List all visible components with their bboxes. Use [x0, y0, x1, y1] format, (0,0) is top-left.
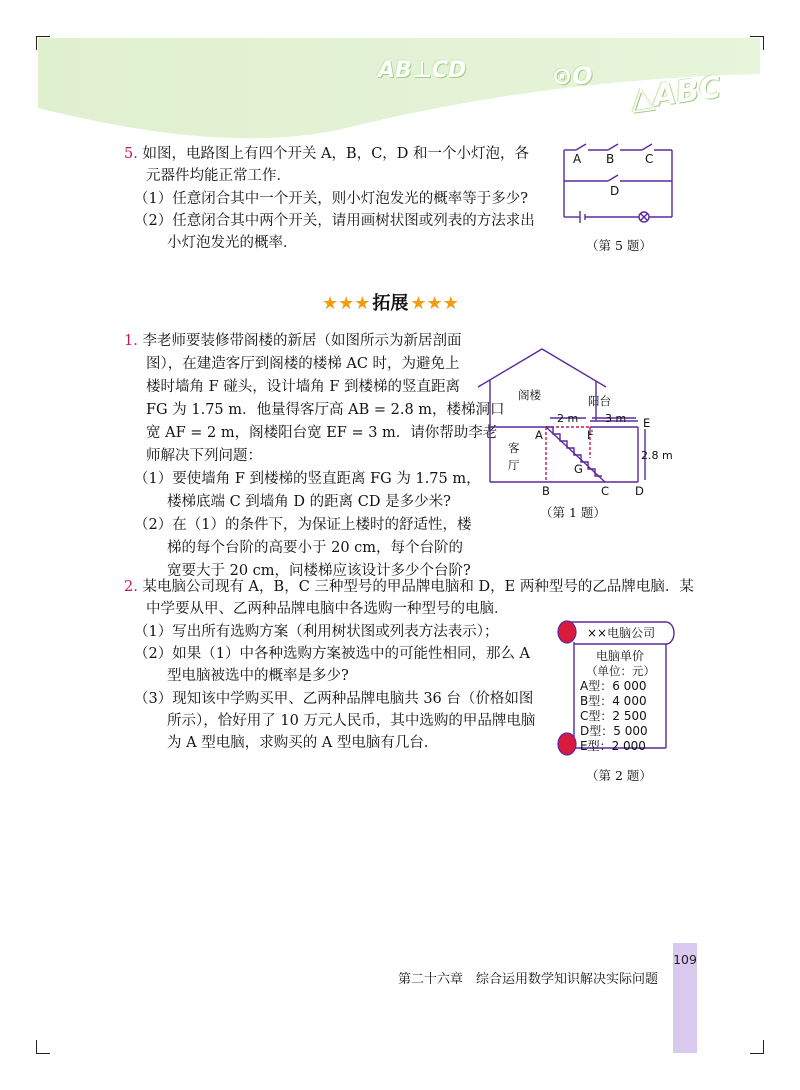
label-attic: 阁楼 [518, 388, 541, 402]
scroll-bottom-cap [558, 733, 576, 755]
label-c: C [645, 152, 654, 166]
problem5-q1: （1）任意闭合其中一个开关，则小灯泡发光的概率等于多少? [134, 191, 528, 207]
stars-left-icon: ★★★ [322, 293, 371, 314]
roof [478, 349, 606, 387]
problem5-text1: 如图，电路图上有四个开关 A，B，C，D 和一个小灯泡，各 [142, 146, 530, 162]
ext1-q2a: （2）在（1）的条件下，为保证上楼时的舒适性，楼 [134, 517, 472, 533]
page-number: 109 [673, 952, 697, 967]
ext1-q1b: 楼梯底端 C 到墙角 D 的距离 CD 是多少米? [167, 494, 451, 510]
ext1-caption: （第 1 题） [540, 505, 606, 520]
ext2-q3b: 所示），恰好用了 10 万元人民币，其中选购的甲品牌电脑 [167, 713, 536, 729]
ext1-q1a: （1）要使墙角 F 到楼梯的竖直距离 FG 为 1.75 m， [134, 471, 481, 487]
ext2-q1: （1）写出所有选购方案（利用树状图或列表方法表示）； [134, 624, 499, 640]
ext2-line1 [124, 576, 694, 598]
ext2-q2a: （2）如果（1）中各种选购方案被选中的可能性相同，那么 A [134, 646, 531, 662]
label-g: G [574, 462, 583, 476]
ext2-q2b: 型电脑被选中的概率是多少? [167, 668, 349, 684]
label-dim-af: 2 m [557, 412, 579, 425]
label-a: A [573, 152, 582, 166]
switch-b [608, 144, 618, 150]
ext1-number: 1. [124, 333, 138, 349]
extension-title-text: 拓展 [372, 293, 409, 314]
switch-d [608, 175, 618, 181]
ext1-line5: 宽 AF = 2 m，阁楼阳台宽 EF = 3 m．请你帮助李老 [146, 425, 498, 441]
label-b: B [542, 484, 550, 498]
ext1-line1 [124, 330, 461, 352]
ext1-line3: 楼时墙角 F 碰头，设计墙角 F 到楼梯的竖直距离 [146, 379, 461, 395]
ext2-text1: 某电脑公司现有 A，B，C 三种型号的甲品牌电脑和 D，E 两种型号的乙品牌电脑．某 [142, 579, 694, 595]
price-title: 电脑单价 [596, 649, 645, 663]
ext2-caption: （第 2 题） [586, 768, 652, 783]
ext1-text1: 李老师要装修带阁楼的新居（如图所示为新居剖面 [142, 333, 462, 349]
ext2-q3a: （3）现知该中学购买甲、乙两种品牌电脑共 36 台（价格如图 [134, 691, 534, 707]
header-deco-circle: ⊙O [552, 62, 593, 90]
problem5-caption: （第 5 题） [586, 238, 652, 253]
ext2-number: 2. [124, 579, 138, 595]
problem5-line1 [124, 143, 529, 165]
ext2-line2: 中学要从甲、乙两种品牌电脑中各选购一种型号的电脑． [146, 601, 509, 617]
extension-title [322, 289, 459, 315]
crop-mark-bottom-left [36, 1040, 50, 1054]
label-living-2: 厅 [508, 458, 520, 472]
switch-a [576, 144, 586, 150]
label-living-1: 客 [508, 441, 520, 455]
ext1-q2b: 梯的每个台阶的高要小于 20 cm，每个台阶的 [167, 540, 464, 556]
price-a: A型：6 000 [580, 679, 647, 693]
ext1-line6: 师解决下列问题： [146, 448, 262, 464]
label-b: B [606, 152, 615, 166]
price-e: E型：2 000 [580, 739, 646, 753]
price-b: B型：4 000 [580, 694, 647, 708]
label-dim-ef: 3 m [605, 412, 627, 425]
problem5-line2: 元器件均能正常工作． [146, 168, 291, 184]
price-d: D型：5 000 [580, 724, 648, 738]
price-c: C型：2 500 [580, 709, 647, 723]
problem5-q2b: 小灯泡发光的概率． [167, 235, 298, 251]
label-a: A [535, 428, 543, 442]
label-balcony: 阳台 [588, 394, 611, 408]
crop-mark-bottom-right [750, 1040, 764, 1054]
label-c: C [601, 484, 610, 498]
label-e: E [643, 416, 651, 430]
ext1-line4: FG 为 1.75 m．他量得客厅高 AB = 2.8 m，楼梯洞口 [146, 402, 505, 418]
problem5-q2a: （2）任意闭合其中两个开关，请用画树状图或列表的方法求出 [134, 213, 535, 229]
ext1-line2: 图），在建造客厅到阁楼的楼梯 AC 时，为避免上 [146, 356, 460, 372]
house-diagram [478, 345, 684, 505]
ext1-q2c: 宽要大于 20 cm，问楼梯应该设计多少个台阶? [167, 563, 471, 579]
label-dim-height: 2.8 m [641, 449, 673, 462]
label-d: D [635, 484, 644, 498]
price-unit: （单位：元） [586, 664, 655, 678]
header-deco-triangle: △ABC [628, 69, 724, 118]
chapter-footer: 第二十六章 综合运用数学知识解决实际问题 [398, 972, 659, 987]
stars-right-icon: ★★★ [410, 293, 459, 314]
company-name: ××电脑公司 [587, 626, 656, 640]
label-d: D [610, 184, 620, 198]
header-deco-perpendicular: AB⊥CD [378, 58, 467, 83]
ext2-q3c: 为 A 型电脑，求购买的 A 型电脑有几台． [167, 735, 439, 751]
switch-c [642, 144, 652, 150]
circuit-diagram [556, 140, 686, 230]
scroll-top-cap [558, 621, 576, 643]
label-f: F [587, 428, 594, 442]
problem5-number: 5. [124, 146, 138, 162]
price-scroll [552, 620, 678, 762]
